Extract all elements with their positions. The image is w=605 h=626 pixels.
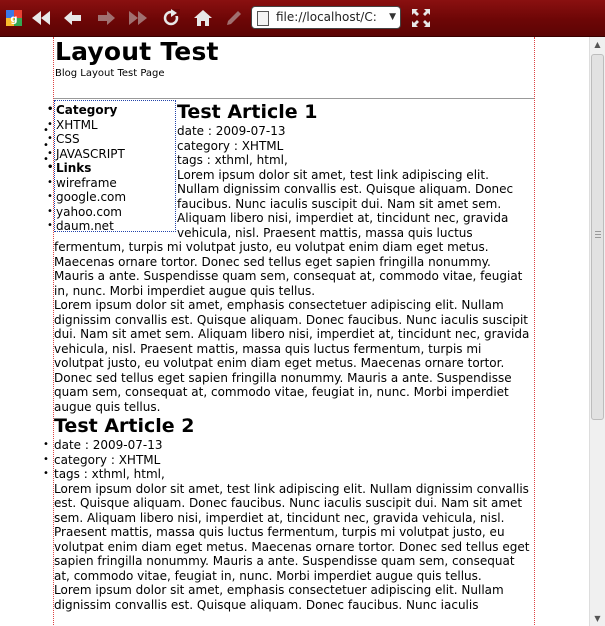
back-arrow-icon[interactable] <box>62 7 84 29</box>
page-icon <box>257 11 269 26</box>
browser-toolbar <box>0 0 605 37</box>
address-bar-url[interactable]: file://localhost/C: <box>276 10 377 24</box>
svg-text:g: g <box>10 14 18 25</box>
article-paragraph: Lorem ipsum dolor sit amet, test link adipiscing elit. Nullam dignissim convallis est. Quisque aliquam. Donec faucibus. Nunc iaculis suscipit dui. Nam sit amet sem. Aliquam libero nisi, imperdiet at, tincidunt nec, gravida vehicula, nisl. Praesent mattis, massa quis luctus fermentum, turpis mi volutpat justo, eu volutpat enim diam eget metus. Maecenas ornare tortor. Donec sed tellus eget sapien fringilla nonummy. Mauris a ante. Suspendisse quam sem, consequat at, commodo vitae, feugiat in, nunc. Morbi imperdiet augue quis tellus. <box>54 481 530 583</box>
article-meta <box>54 124 534 168</box>
scrollbar-thumb[interactable] <box>591 54 604 420</box>
article-title[interactable]: Test Article 1 <box>177 101 318 123</box>
reload-icon[interactable] <box>160 7 182 29</box>
article-tags: • tags : xthml, html, <box>54 467 534 482</box>
article-title[interactable]: Test Article 2 <box>54 415 195 437</box>
sidebar-heading: • Category <box>56 103 126 118</box>
main-content <box>54 100 534 612</box>
scroll-down-arrow-icon[interactable]: ▼ <box>594 614 601 623</box>
page-subtitle: Blog Layout Test Page <box>55 68 165 79</box>
article <box>54 414 534 612</box>
address-bar[interactable] <box>251 6 401 29</box>
rewind-icon[interactable] <box>30 7 52 29</box>
page-header <box>54 37 534 99</box>
sidebar-link[interactable]: • yahoo.com <box>56 205 126 220</box>
app-logo-icon[interactable] <box>3 7 25 29</box>
sidebar-link[interactable]: • CSS <box>56 132 126 147</box>
article-paragraph: Lorem ipsum dolor sit amet, test link adipiscing elit. Nullam dignissim convallis est. Quisque aliquam. Donec faucibus. Nunc iaculis suscipit dui. Nam sit amet sem. Aliquam libero nisi, imperdiet at, tincidunt nec, gravida vehicula, nisl. Praesent mattis, massa quis luctus fermentum, turpis mi volutpat justo, eu volutpat enim diam eget metus. Maecenas ornare tortor. Donec sed tellus eget sapien fringilla nonummy. Mauris a ante. Suspendisse quam sem, consequat at, commodo vitae, feugiat in, nunc. Morbi imperdiet augue quis tellus. <box>54 167 523 298</box>
article <box>54 100 534 414</box>
vertical-scrollbar[interactable] <box>589 37 605 626</box>
sidebar-link[interactable]: • daum.net <box>56 219 126 234</box>
article-tags: • tags : xthml, html, <box>54 153 534 168</box>
edit-pencil-icon[interactable] <box>223 7 245 29</box>
page-container <box>53 37 535 626</box>
scroll-up-arrow-icon[interactable]: ▲ <box>594 40 601 49</box>
fullscreen-icon[interactable] <box>410 7 432 29</box>
page-viewport <box>0 37 589 626</box>
article-category: • category : XHTML <box>54 139 534 154</box>
sidebar-heading: • Links <box>56 161 126 176</box>
article-paragraph: Lorem ipsum dolor sit amet, emphasis consectetuer adipiscing elit. Nullam dignissim convallis est. Quisque aliquam. Donec faucibus. Nunc iaculis suscipit dui. Nam sit amet sem. Aliquam libero nisi, imperdiet at, tincidunt nec, gravida vehicula, nisl. Praesent mattis, massa quis luctus fermentum, turpis mi volutpat justo, eu volutpat enim diam eget metus. Maecenas ornare tortor. Donec sed tellus eget sapien fringilla nonummy. Mauris a ante. Suspendisse quam sem, consequat at, commodo vitae, feugiat in, nunc. Morbi imperdiet augue quis tellus. <box>54 298 530 414</box>
article-date: • date : 2009-07-13 <box>54 124 534 139</box>
chevron-down-icon[interactable]: ▼ <box>389 12 396 22</box>
fast-forward-icon[interactable] <box>127 7 149 29</box>
sidebar-link[interactable]: • wireframe <box>56 176 126 191</box>
home-icon[interactable] <box>192 7 214 29</box>
sidebar-link[interactable]: • JAVASCRIPT <box>56 147 126 162</box>
article-date: • date : 2009-07-13 <box>54 438 534 453</box>
page-title: Layout Test <box>55 37 219 66</box>
article-category: • category : XHTML <box>54 453 534 468</box>
sidebar-link[interactable]: • google.com <box>56 190 126 205</box>
article-meta <box>54 438 534 482</box>
article-paragraph: Lorem ipsum dolor sit amet, emphasis consectetuer adipiscing elit. Nullam dignissim convallis est. Quisque aliquam. Donec faucibus. Nunc iaculis <box>54 583 504 612</box>
forward-arrow-icon[interactable] <box>95 7 117 29</box>
sidebar-link[interactable]: • XHTML <box>56 118 126 133</box>
